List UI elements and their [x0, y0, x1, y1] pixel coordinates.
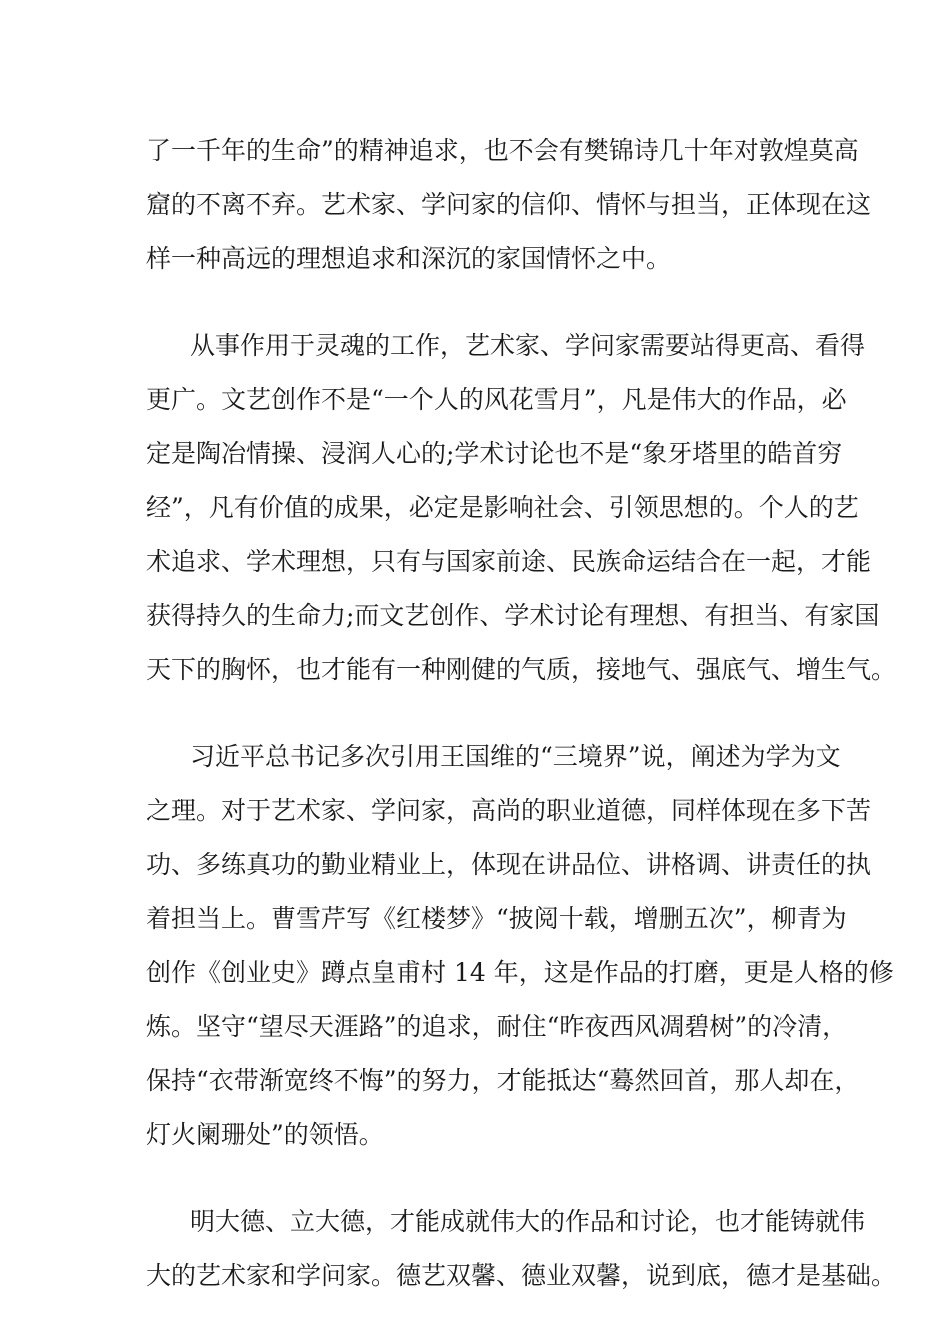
text-line: 明大德、立大德，才能成就伟大的作品和讨论，也才能铸就伟	[190, 1207, 866, 1236]
text-line: 习近平总书记多次引用王国维的“三境界”说，阐述为学为文	[190, 742, 841, 771]
text-line: 功、多练真功的勤业精业上，体现在讲品位、讲格调、讲责任的执	[146, 850, 872, 879]
text-line: 灯火阑珊处”的领悟。	[146, 1120, 384, 1149]
text-line: 保持“衣带渐宽终不悔”的努力，才能抵达“蓦然回首，那人却在，	[146, 1066, 860, 1095]
text-line: 术追求、学术理想，只有与国家前途、民族命运结合在一起，才能	[146, 547, 872, 576]
text-line: 之理。对于艺术家、学问家，高尚的职业道德，同样体现在多下苦	[146, 796, 872, 825]
text-line: 定是陶冶情操、浸润人心的;学术讨论也不是“象牙塔里的皓首穷	[146, 439, 843, 468]
text-line: 天下的胸怀，也才能有一种刚健的气质，接地气、强底气、增生气。	[146, 655, 897, 684]
text-line: 获得持久的生命力;而文艺创作、学术讨论有理想、有担当、有家国	[146, 601, 880, 630]
paragraph-4	[146, 1195, 897, 1303]
text-line: 窟的不离不弃。艺术家、学问家的信仰、情怀与担当，正体现在这	[146, 190, 872, 219]
paragraph-1	[146, 124, 872, 286]
paragraph-3	[146, 730, 894, 1162]
text-line: 炼。坚守“望尽天涯路”的追求，耐住“昨夜西风凋碧树”的冷清，	[146, 1012, 848, 1041]
paragraph-gap	[146, 1162, 806, 1195]
text-line: 经”，凡有价值的成果，必定是影响社会、引领思想的。个人的艺	[146, 493, 859, 522]
paragraph-2	[146, 319, 897, 697]
text-line: 了一千年的生命”的精神追求，也不会有樊锦诗几十年对敦煌莫高	[146, 136, 859, 165]
text-line: 样一种高远的理想追求和深沉的家国情怀之中。	[146, 244, 672, 273]
document-body	[146, 124, 897, 1303]
paragraph-gap	[146, 286, 806, 319]
text-line: 着担当上。曹雪芹写《红楼梦》“披阅十载，增删五次”，柳青为	[146, 904, 847, 933]
paragraph-gap	[146, 697, 806, 730]
text-line: 更广。文艺创作不是“一个人的风花雪月”，凡是伟大的作品，必	[146, 385, 847, 414]
text-line: 大的艺术家和学问家。德艺双馨、德业双馨，说到底，德才是基础。	[146, 1261, 897, 1290]
text-line: 从事作用于灵魂的工作，艺术家、学问家需要站得更高、看得	[190, 331, 866, 360]
text-line: 创作《创业史》蹲点皇甫村 14 年，这是作品的打磨，更是人格的修	[146, 958, 894, 987]
